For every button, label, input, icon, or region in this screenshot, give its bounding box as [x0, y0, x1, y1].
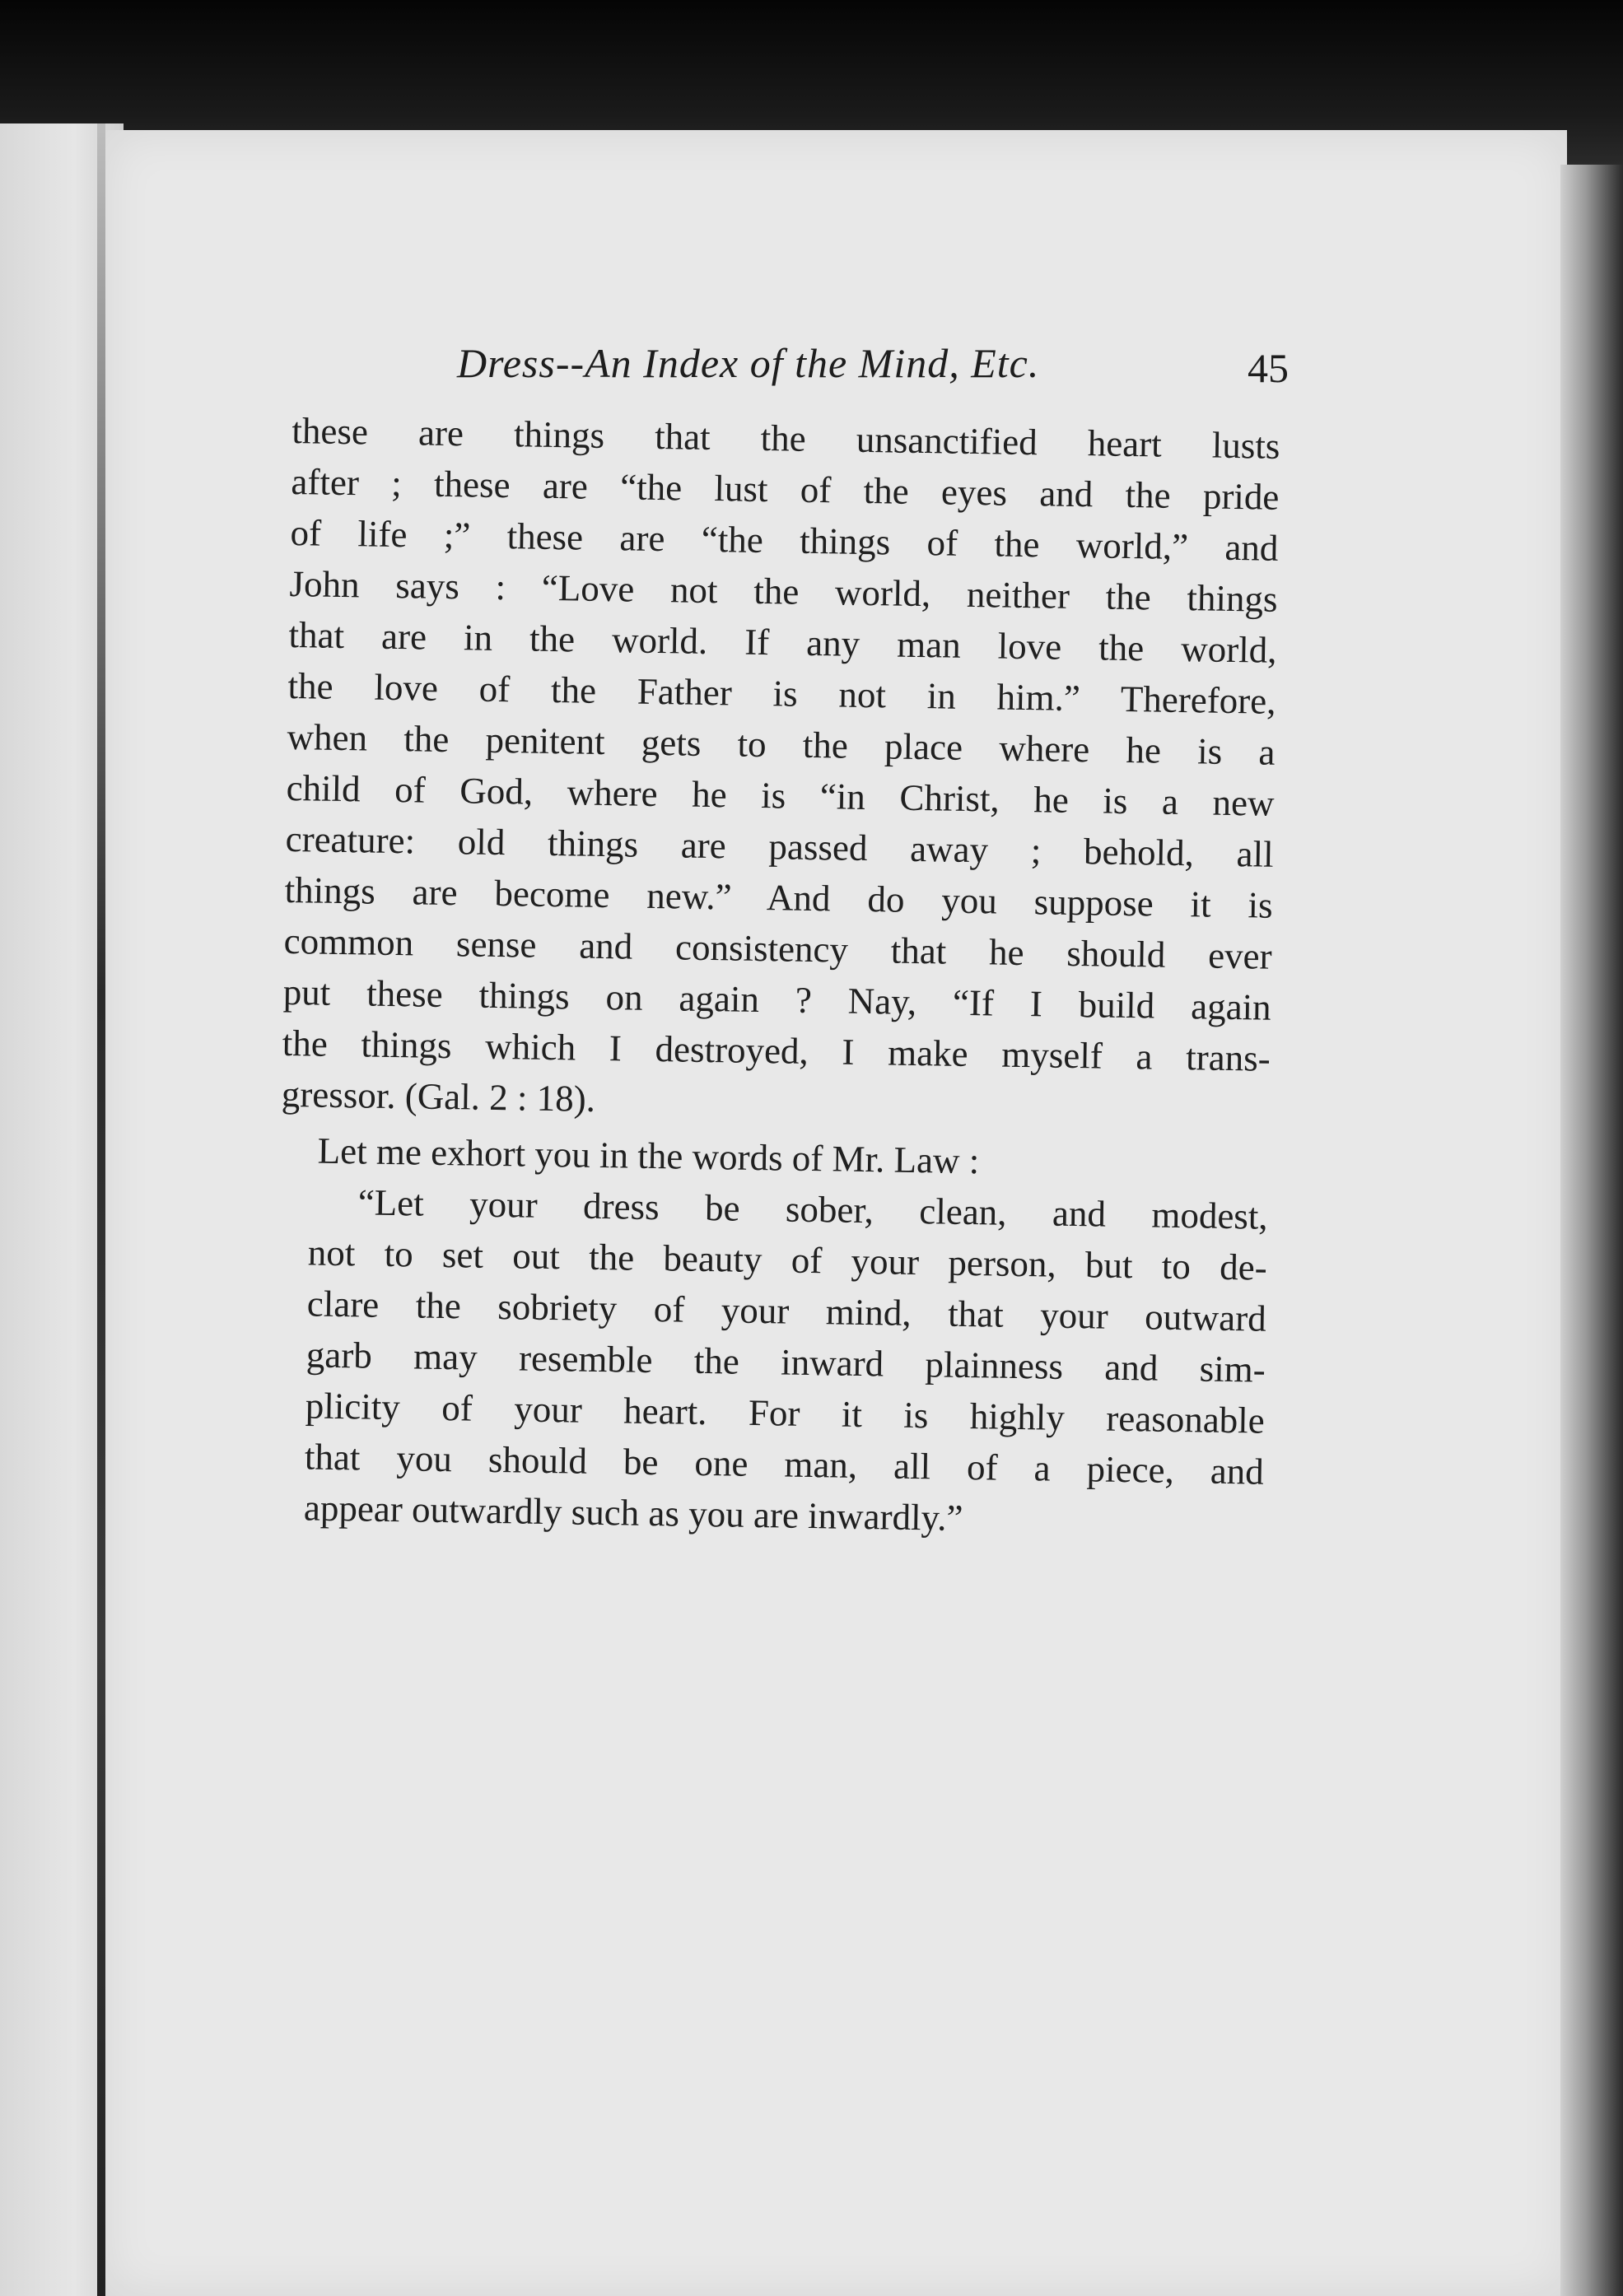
text-line: these are things that the unsanctified heart lusts: [291, 409, 1280, 467]
quote-line: garb may resemble the inward plainness and sim-: [305, 1334, 1266, 1390]
quote-line: that you should be one man, all of a piece, and: [304, 1436, 1265, 1493]
running-head: Dress--An Index of the Mind, Etc.: [457, 340, 1040, 386]
quote-line: clare the sobriety of your mind, that your outward: [306, 1283, 1267, 1339]
text-line: when the penitent gets to the place where he is a: [287, 715, 1276, 773]
text-line: things are become new.” And do you suppose it is: [284, 869, 1273, 926]
text-line: gressor. (Gal. 2 : 18).: [281, 1073, 596, 1120]
paragraph: [281, 405, 1280, 1135]
page-right-edge: [1560, 165, 1623, 2296]
text-line: John says : “Love not the world, neither the things: [289, 562, 1278, 620]
text-line: the things which I destroyed, I make myself a trans-: [282, 1022, 1271, 1079]
quote-line: plicity of your heart. For it is highly reasonable: [305, 1385, 1266, 1441]
quote-line: “Let your dress be sober, clean, and modest,: [357, 1181, 1269, 1237]
text-line: child of God, where he is “in Christ, he is a new: [286, 766, 1275, 824]
quote-line: not to set out the beauty of your person, but to de-: [307, 1232, 1268, 1288]
page-header: [457, 323, 1289, 397]
text-line: that are in the world. If any man love the world,: [288, 613, 1277, 671]
text-line: after ; these are “the lust of the eyes and the pride: [291, 460, 1280, 518]
quote-line: appear outwardly such as you are inwardly.”: [303, 1487, 963, 1539]
text-line: Let me exhort you in the words of Mr. Law :: [317, 1129, 980, 1182]
binding-shadow: [97, 123, 105, 2296]
text-line: the love of the Father is not in him.” Therefore,: [287, 664, 1276, 722]
block-quote: [274, 1176, 1268, 1549]
text-line: creature: old things are passed away ; behold, all: [285, 817, 1274, 875]
page-body: [274, 405, 1280, 1549]
page-number: 45: [1248, 345, 1289, 391]
text-line: of life ;” these are “the things of the world,” and: [290, 511, 1279, 569]
text-line: common sense and consistency that he should ever: [283, 920, 1273, 977]
text-line: put these things on again ? Nay, “If I build again: [282, 971, 1272, 1028]
